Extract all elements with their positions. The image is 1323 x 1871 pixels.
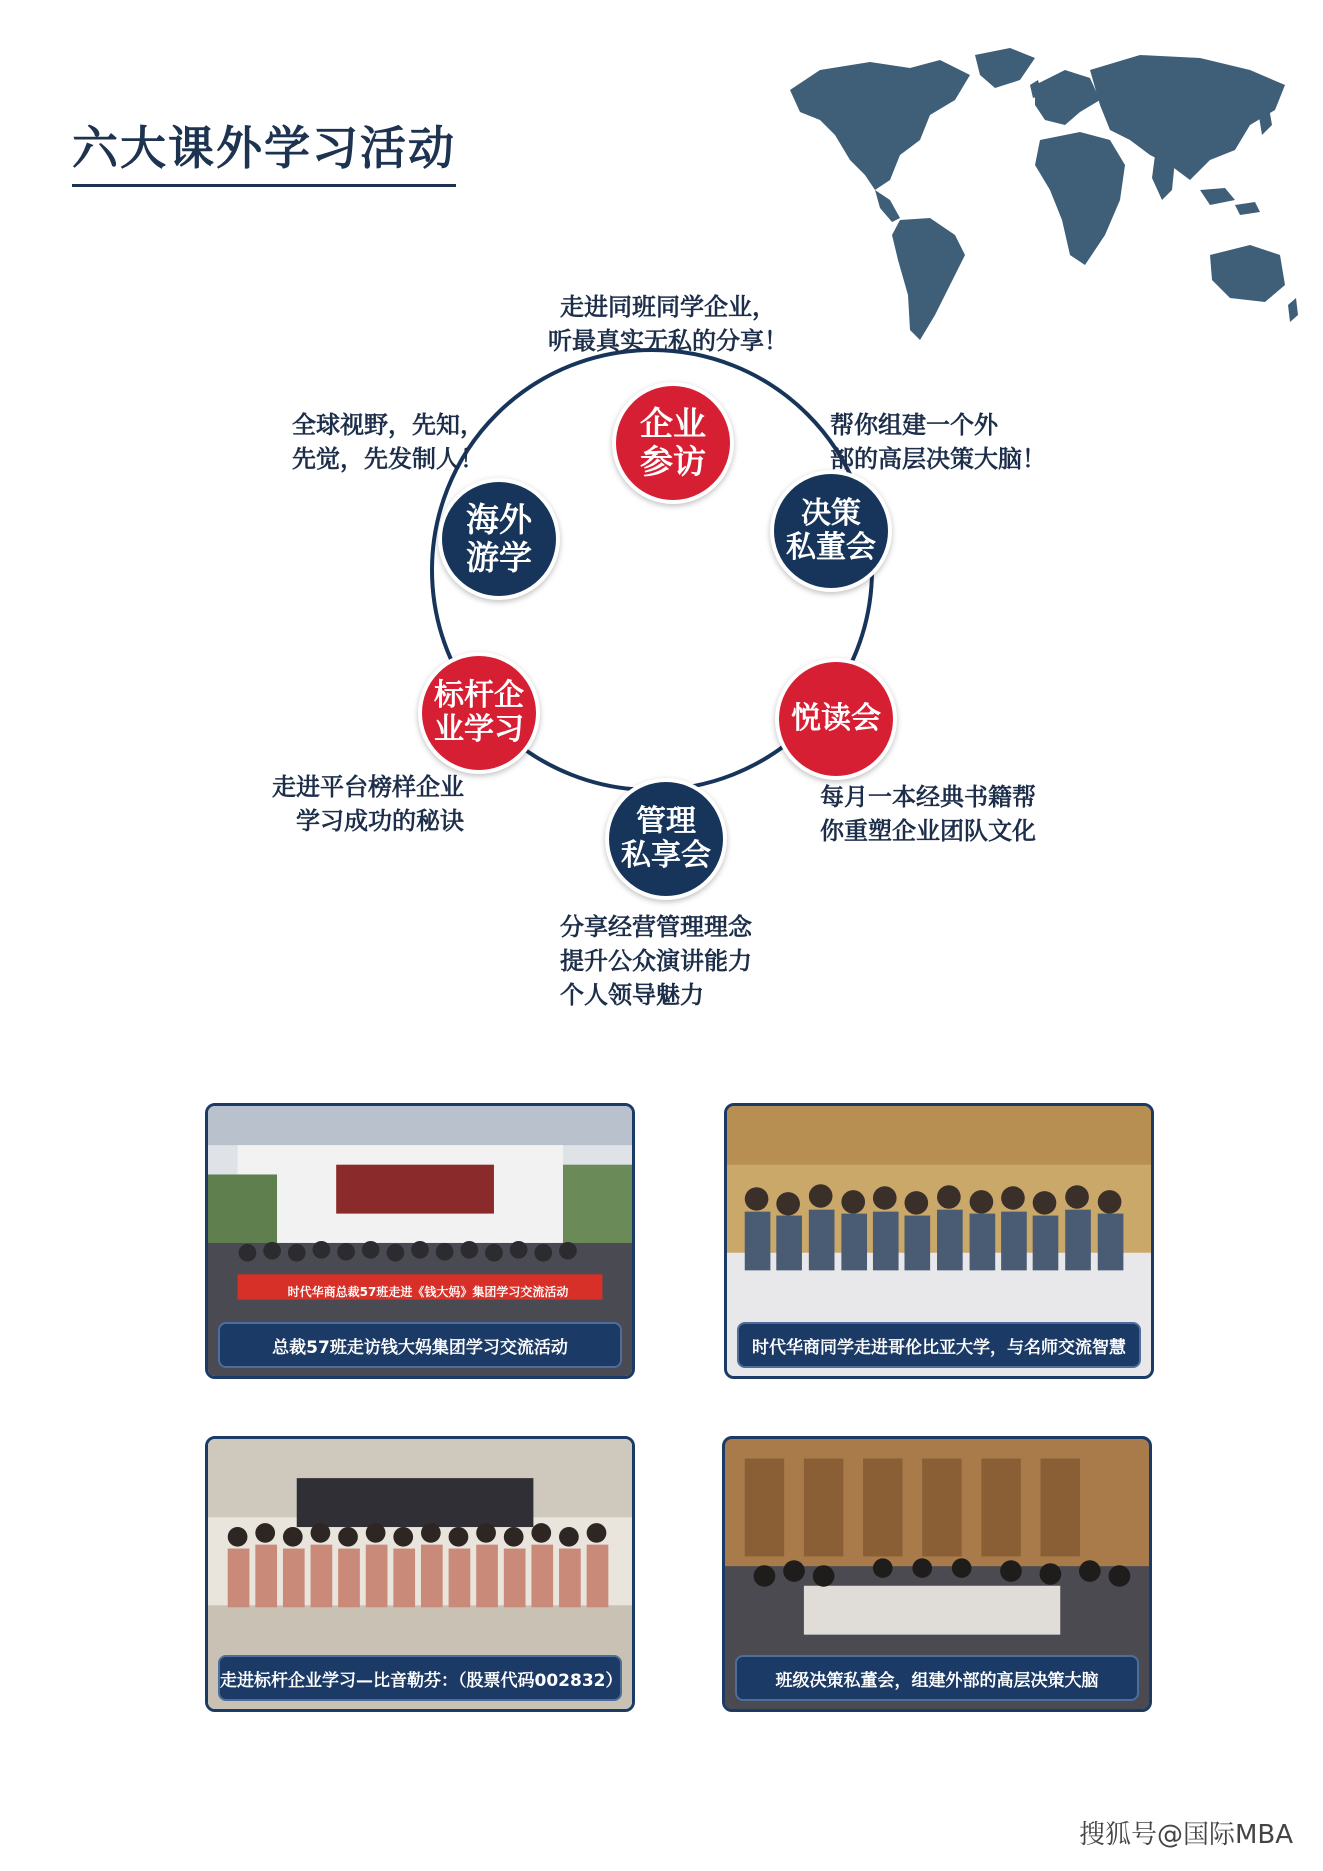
activity-node-decision-board: 决策 私董会 <box>770 470 892 592</box>
activity-desc-decision-board: 帮你组建一个外 部的高层决策大脑！ <box>830 411 1046 474</box>
page-title: 六大课外学习活动 <box>72 112 456 187</box>
activity-desc-benchmark-learning: 走进平台榜样企业 学习成功的秘诀 <box>272 773 464 836</box>
photo-caption: 走进标杆企业学习—比音勒芬：（股票代码002832） <box>218 1655 622 1701</box>
activity-node-overseas-study: 海外 游学 <box>438 478 560 600</box>
photo-card-columbia-university <box>724 1103 1154 1379</box>
photo-caption: 班级决策私董会，组建外部的高层决策大脑 <box>735 1655 1139 1701</box>
activity-desc-company-visit: 走进同班同学企业， 听最真实无私的分享！ <box>548 293 788 356</box>
activity-node-reading-club: 悦读会 <box>775 658 897 780</box>
activity-desc-overseas-study: 全球视野，先知， 先觉，先发制人！ <box>292 411 484 474</box>
photo-card-benchmark-company <box>205 1436 635 1712</box>
activity-desc-reading-club: 每月一本经典书籍帮 你重塑企业团队文化 <box>820 783 1036 846</box>
watermark: 搜狐号@国际MBA <box>1078 1820 1293 1850</box>
activity-node-benchmark-learning: 标杆企 业学习 <box>418 652 540 774</box>
activity-node-management-salon: 管理 私享会 <box>605 778 727 900</box>
photo-caption: 总裁57班走访钱大妈集团学习交流活动 <box>218 1322 622 1368</box>
photo-banner-text: 时代华商总裁57班走进《钱大妈》集团学习交流活动 <box>287 1284 569 1299</box>
photo-caption: 时代华商同学走进哥伦比亚大学，与名师交流智慧 <box>737 1322 1141 1368</box>
photo-card-company-visit <box>205 1103 635 1379</box>
activity-node-company-visit: 企业 参访 <box>612 382 734 504</box>
photo-card-decision-board <box>722 1436 1152 1712</box>
activity-desc-management-salon: 分享经营管理理念 提升公众演讲能力 个人领导魅力 <box>560 913 752 1010</box>
